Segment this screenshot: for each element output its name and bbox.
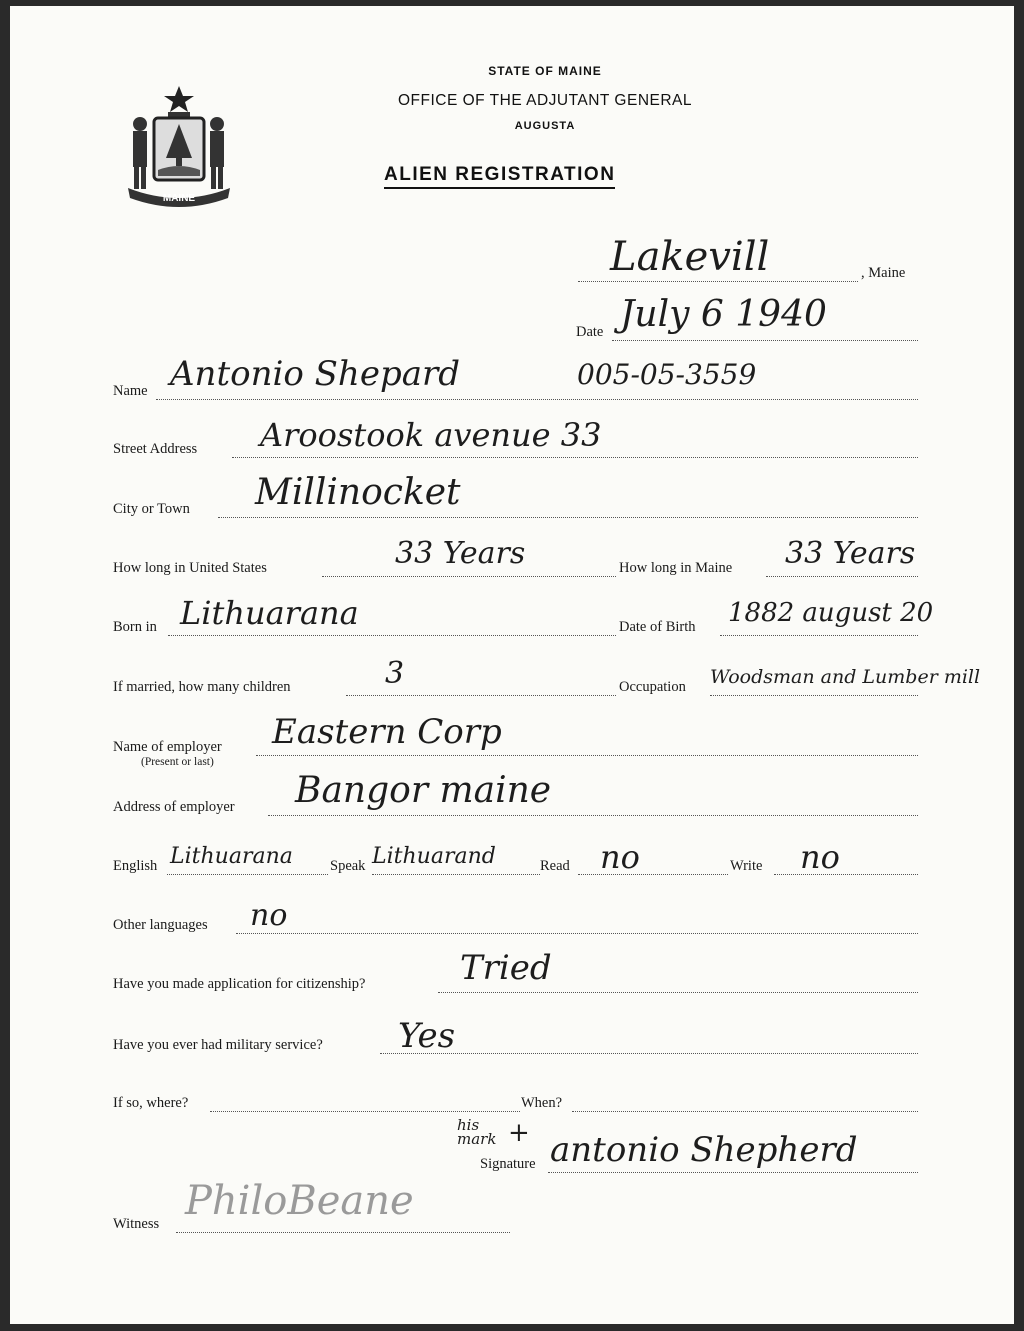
header-state: STATE OF MAINE [488, 64, 602, 78]
maine-label: , Maine [861, 265, 906, 281]
write-value: no [800, 838, 840, 876]
speak-label: Speak [330, 858, 366, 874]
employer-address-label: Address of employer [113, 799, 235, 815]
witness-label: Witness [113, 1216, 160, 1232]
english-value: Lithuarana [170, 844, 293, 869]
name-label: Name [113, 383, 148, 399]
how-long-maine-value: 33 Years [785, 536, 916, 571]
children-line [346, 695, 616, 696]
name-line [156, 399, 918, 400]
street-line [232, 457, 918, 458]
employer-note: (Present or last) [141, 756, 214, 768]
citizenship-line [438, 992, 918, 993]
occupation-label: Occupation [619, 679, 686, 695]
registration-form [10, 6, 1014, 1324]
date-label: Date [576, 324, 604, 340]
children-value: 3 [385, 656, 405, 691]
military-value: Yes [398, 1016, 456, 1056]
date-of-birth-line [720, 635, 918, 636]
street-label: Street Address [113, 441, 198, 457]
born-in-value: Lithuarana [180, 594, 359, 632]
form-title: ALIEN REGISTRATION [384, 164, 615, 189]
other-languages-line [236, 933, 918, 934]
read-label: Read [540, 858, 570, 874]
occupation-value: Woodsman and Lumber mill [710, 666, 981, 688]
date-of-birth-label: Date of Birth [619, 619, 696, 635]
town-value: Lakevill [610, 234, 770, 280]
when-line [572, 1111, 918, 1112]
citizenship-label: Have you made application for citizenship? [113, 976, 366, 992]
town-line [578, 281, 858, 282]
his-mark-note: his mark [457, 1116, 497, 1148]
other-languages-label: Other languages [113, 917, 208, 933]
state-seal-icon [120, 84, 238, 208]
speak-value: Lithuarand [372, 844, 496, 869]
born-in-line [168, 635, 616, 636]
english-line [167, 874, 328, 875]
how-long-us-value: 33 Years [395, 536, 526, 571]
children-label: If married, how many children [113, 679, 291, 695]
employer-value: Eastern Corp [272, 712, 502, 752]
employer-address-value: Bangor maine [295, 770, 552, 811]
witness-signature: PhiloBeane [185, 1178, 414, 1224]
military-line [380, 1053, 918, 1054]
signature-value: antonio Shepherd [550, 1130, 858, 1170]
write-label: Write [730, 858, 763, 874]
header-city: AUGUSTA [514, 120, 576, 132]
other-languages-value: no [250, 898, 288, 933]
how-long-us-line [322, 576, 616, 577]
seal-label: MAINE [162, 193, 196, 204]
employer-line [256, 755, 918, 756]
city-label: City or Town [113, 501, 190, 517]
header-office: OFFICE OF THE ADJUTANT GENERAL [397, 92, 693, 109]
date-of-birth-value: 1882 august 20 [728, 598, 934, 628]
speak-line [372, 874, 540, 875]
when-label: When? [521, 1095, 563, 1111]
witness-line [176, 1232, 510, 1233]
city-value: Millinocket [255, 472, 461, 513]
occupation-line [710, 695, 918, 696]
city-line [218, 517, 918, 518]
signature-line [548, 1172, 918, 1173]
registration-number: 005-05-3559 [577, 358, 757, 391]
name-value: Antonio Shepard [170, 354, 460, 394]
signature-label: Signature [480, 1156, 536, 1172]
military-label: Have you ever had military service? [113, 1037, 323, 1053]
english-label: English [113, 858, 158, 874]
employer-label: Name of employer [113, 739, 222, 755]
where-line [210, 1111, 520, 1112]
street-value: Aroostook avenue 33 [260, 416, 602, 454]
write-line [774, 874, 918, 875]
date-line [612, 340, 918, 341]
employer-address-line [268, 815, 918, 816]
mark-symbol: + [508, 1118, 530, 1148]
how-long-maine-label: How long in Maine [619, 560, 733, 576]
born-in-label: Born in [113, 619, 157, 635]
citizenship-value: Tried [460, 948, 552, 988]
read-value: no [600, 838, 640, 876]
how-long-us-label: How long in United States [113, 560, 267, 576]
how-long-maine-line [766, 576, 918, 577]
where-label: If so, where? [113, 1095, 189, 1111]
date-value: July 6 1940 [620, 294, 827, 335]
